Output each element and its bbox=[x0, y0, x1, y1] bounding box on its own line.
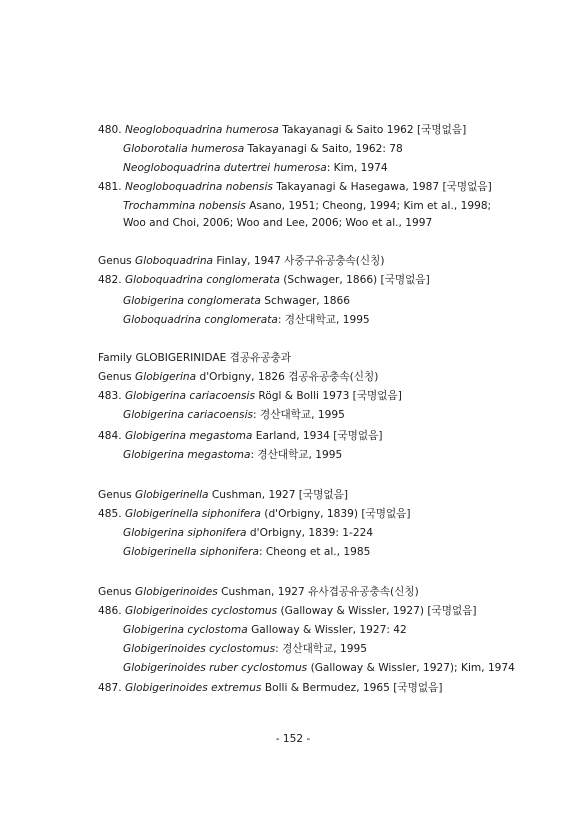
text-segment: : 경산대학교, 1995 bbox=[253, 409, 345, 421]
scientific-name: Globigerinoides cyclostomus bbox=[123, 643, 276, 655]
scientific-name: Globigerinella siphonifera bbox=[124, 508, 261, 520]
text-segment: (Galloway & Wissler, 1927); Kim, 1974 bbox=[307, 662, 515, 674]
scientific-name: Globigerinella bbox=[135, 489, 209, 501]
synonym-line bbox=[123, 661, 515, 675]
synonym-line bbox=[123, 623, 407, 637]
text-segment: (d'Orbigny, 1839) [국명없음] bbox=[260, 508, 411, 520]
text-segment: : 경산대학교, 1995 bbox=[277, 314, 370, 326]
taxon-line bbox=[98, 585, 419, 599]
text-segment: Rögl & Bolli 1973 [국명없음] bbox=[255, 390, 402, 402]
scientific-name: Globoquadrina bbox=[135, 255, 214, 267]
text-segment: (Galloway & Wissler, 1927) [국명없음] bbox=[277, 605, 477, 617]
scientific-name: Globigerinoides bbox=[135, 586, 218, 598]
taxon-line bbox=[98, 389, 402, 403]
taxon-line bbox=[98, 370, 378, 384]
text-segment: Takayanagi & Saito 1962 [국명없음] bbox=[278, 124, 467, 136]
scientific-name: Globigerinella siphonifera bbox=[123, 546, 259, 558]
page-number: - 152 - bbox=[275, 733, 311, 745]
taxon-line bbox=[98, 604, 477, 618]
scientific-name: Globigerina cyclostoma bbox=[123, 624, 248, 636]
text-segment: Woo and Choi, 2006; Woo and Lee, 2006; Woo et al., 1997 bbox=[123, 217, 433, 229]
scientific-name: Neogloboquadrina dutertrei humerosa bbox=[123, 162, 327, 174]
synonym-line bbox=[123, 142, 403, 156]
taxon-line bbox=[98, 254, 385, 268]
taxon-line bbox=[98, 681, 442, 695]
text-segment: Galloway & Wissler, 1927: 42 bbox=[247, 624, 407, 636]
text-segment: Asano, 1951; Cheong, 1994; Kim et al., 1998; bbox=[245, 200, 492, 212]
synonym-line bbox=[123, 161, 388, 175]
taxon-line bbox=[98, 488, 348, 502]
text-segment: Cushman, 1927 [국명없음] bbox=[208, 489, 349, 501]
text-segment: d'Orbigny, 1826 겹공유공충속(신칭) bbox=[196, 371, 379, 383]
taxon-line bbox=[98, 123, 466, 137]
text-segment: 481. bbox=[98, 181, 125, 193]
synonym-line bbox=[123, 294, 350, 308]
text-segment: 483. bbox=[98, 390, 125, 402]
taxon-line bbox=[98, 273, 430, 287]
scientific-name: Globigerina cariacoensis bbox=[124, 390, 256, 402]
text-segment: Earland, 1934 [국명없음] bbox=[252, 430, 383, 442]
taxon-line bbox=[98, 180, 492, 194]
text-segment: : 경산대학교, 1995 bbox=[275, 643, 367, 655]
synonym-line bbox=[123, 526, 373, 540]
scientific-name: Globigerina megastoma bbox=[124, 430, 253, 442]
text-segment: Finlay, 1947 사중구유공충속(신칭) bbox=[213, 255, 385, 267]
text-segment: Genus bbox=[98, 489, 136, 501]
scientific-name: Globigerinoides ruber cyclostomus bbox=[123, 662, 308, 674]
synonym-line bbox=[123, 545, 370, 559]
synonym-line bbox=[123, 216, 432, 230]
text-segment: Takayanagi & Saito, 1962: 78 bbox=[244, 143, 403, 155]
scientific-name: Globoquadrina conglomerata bbox=[124, 274, 280, 286]
scientific-name: Neogloboquadrina nobensis bbox=[124, 181, 273, 193]
text-segment: Bolli & Bermudez, 1965 [국명없음] bbox=[261, 682, 443, 694]
text-segment: 484. bbox=[98, 430, 125, 442]
text-segment: : Cheong et al., 1985 bbox=[258, 546, 371, 558]
text-segment: Takayanagi & Hasegawa, 1987 [국명없음] bbox=[272, 181, 492, 193]
text-segment: 480. bbox=[98, 124, 125, 136]
text-segment: Genus bbox=[98, 586, 136, 598]
scientific-name: Globigerinoides extremus bbox=[124, 682, 262, 694]
scientific-name: Trochammina nobensis bbox=[123, 200, 246, 212]
scientific-name: Globorotalia humerosa bbox=[123, 143, 245, 155]
text-segment: 482. bbox=[98, 274, 125, 286]
synonym-line bbox=[123, 313, 370, 327]
text-segment: 486. bbox=[98, 605, 125, 617]
synonym-line bbox=[123, 199, 491, 213]
scientific-name: Globoquadrina conglomerata bbox=[123, 314, 278, 326]
text-segment: Family GLOBIGERINIDAE 겹공유공충과 bbox=[98, 352, 292, 364]
synonym-line bbox=[123, 408, 345, 422]
scientific-name: Globigerina bbox=[135, 371, 197, 383]
text-segment: 487. bbox=[98, 682, 125, 694]
text-segment: Schwager, 1866 bbox=[260, 295, 351, 307]
text-segment: Genus bbox=[98, 255, 136, 267]
scientific-name: Neogloboquadrina humerosa bbox=[124, 124, 279, 136]
synonym-line bbox=[123, 448, 342, 462]
text-segment: Cushman, 1927 유사겹공유공충속(신칭) bbox=[217, 586, 419, 598]
text-segment: : 경산대학교, 1995 bbox=[250, 449, 343, 461]
text-segment: (Schwager, 1866) [국명없음] bbox=[279, 274, 430, 286]
scientific-name: Globigerina conglomerata bbox=[123, 295, 261, 307]
taxon-line bbox=[98, 351, 291, 365]
text-segment: : Kim, 1974 bbox=[326, 162, 388, 174]
text-segment: d'Orbigny, 1839: 1-224 bbox=[246, 527, 374, 539]
taxon-line bbox=[98, 507, 411, 521]
taxon-line bbox=[98, 429, 382, 443]
scientific-name: Globigerina megastoma bbox=[123, 449, 251, 461]
synonym-line bbox=[123, 642, 367, 656]
text-segment: 485. bbox=[98, 508, 125, 520]
scientific-name: Globigerinoides cyclostomus bbox=[124, 605, 278, 617]
text-segment: Genus bbox=[98, 371, 136, 383]
scientific-name: Globigerina siphonifera bbox=[123, 527, 247, 539]
scientific-name: Globigerina cariacoensis bbox=[123, 409, 254, 421]
